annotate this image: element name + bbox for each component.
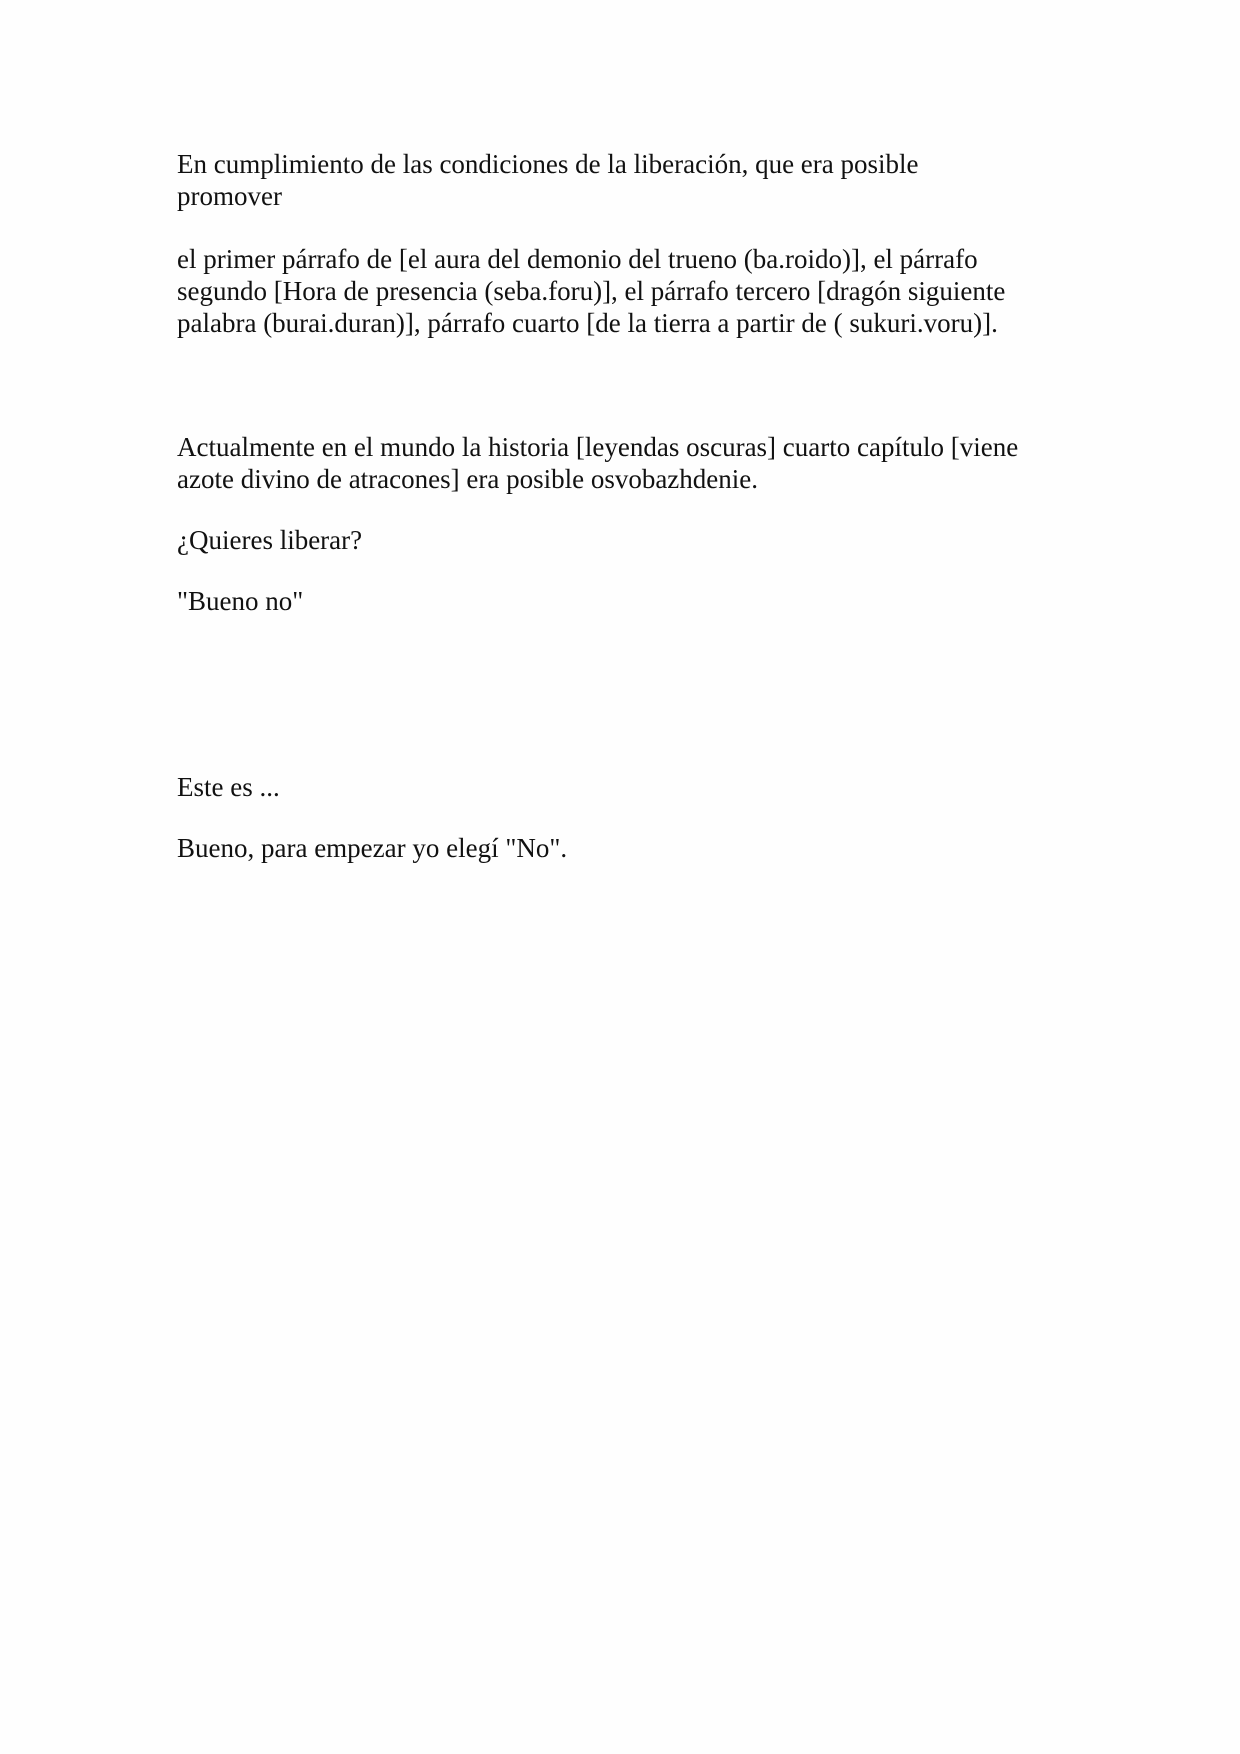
paragraph-liberation-conditions: En cumplimiento de las condiciones de la liberación, que era posible promover (177, 149, 919, 211)
paragraph-question: ¿Quieres liberar? (177, 525, 363, 555)
paragraph-current-world-story: Actualmente en el mundo la historia [leyendas oscuras] cuarto capítulo [viene azote divino de atracones] era posible osvobazhdenie. (177, 432, 1019, 494)
paragraph-chose-no: Bueno, para empezar yo elegí "No". (177, 833, 568, 863)
paragraph-this-is: Este es ... (177, 772, 280, 802)
paragraph-answer: "Bueno no" (177, 586, 304, 616)
paragraph-paragraph-list: el primer párrafo de [el aura del demonio del trueno (ba.roido)], el párrafo segundo [Hora de presencia (seba.foru)], el párrafo tercero [dragón siguiente palabra (burai.duran)], párrafo cuarto [de la tierra a partir de ( sukuri.voru)]. (177, 244, 1006, 338)
